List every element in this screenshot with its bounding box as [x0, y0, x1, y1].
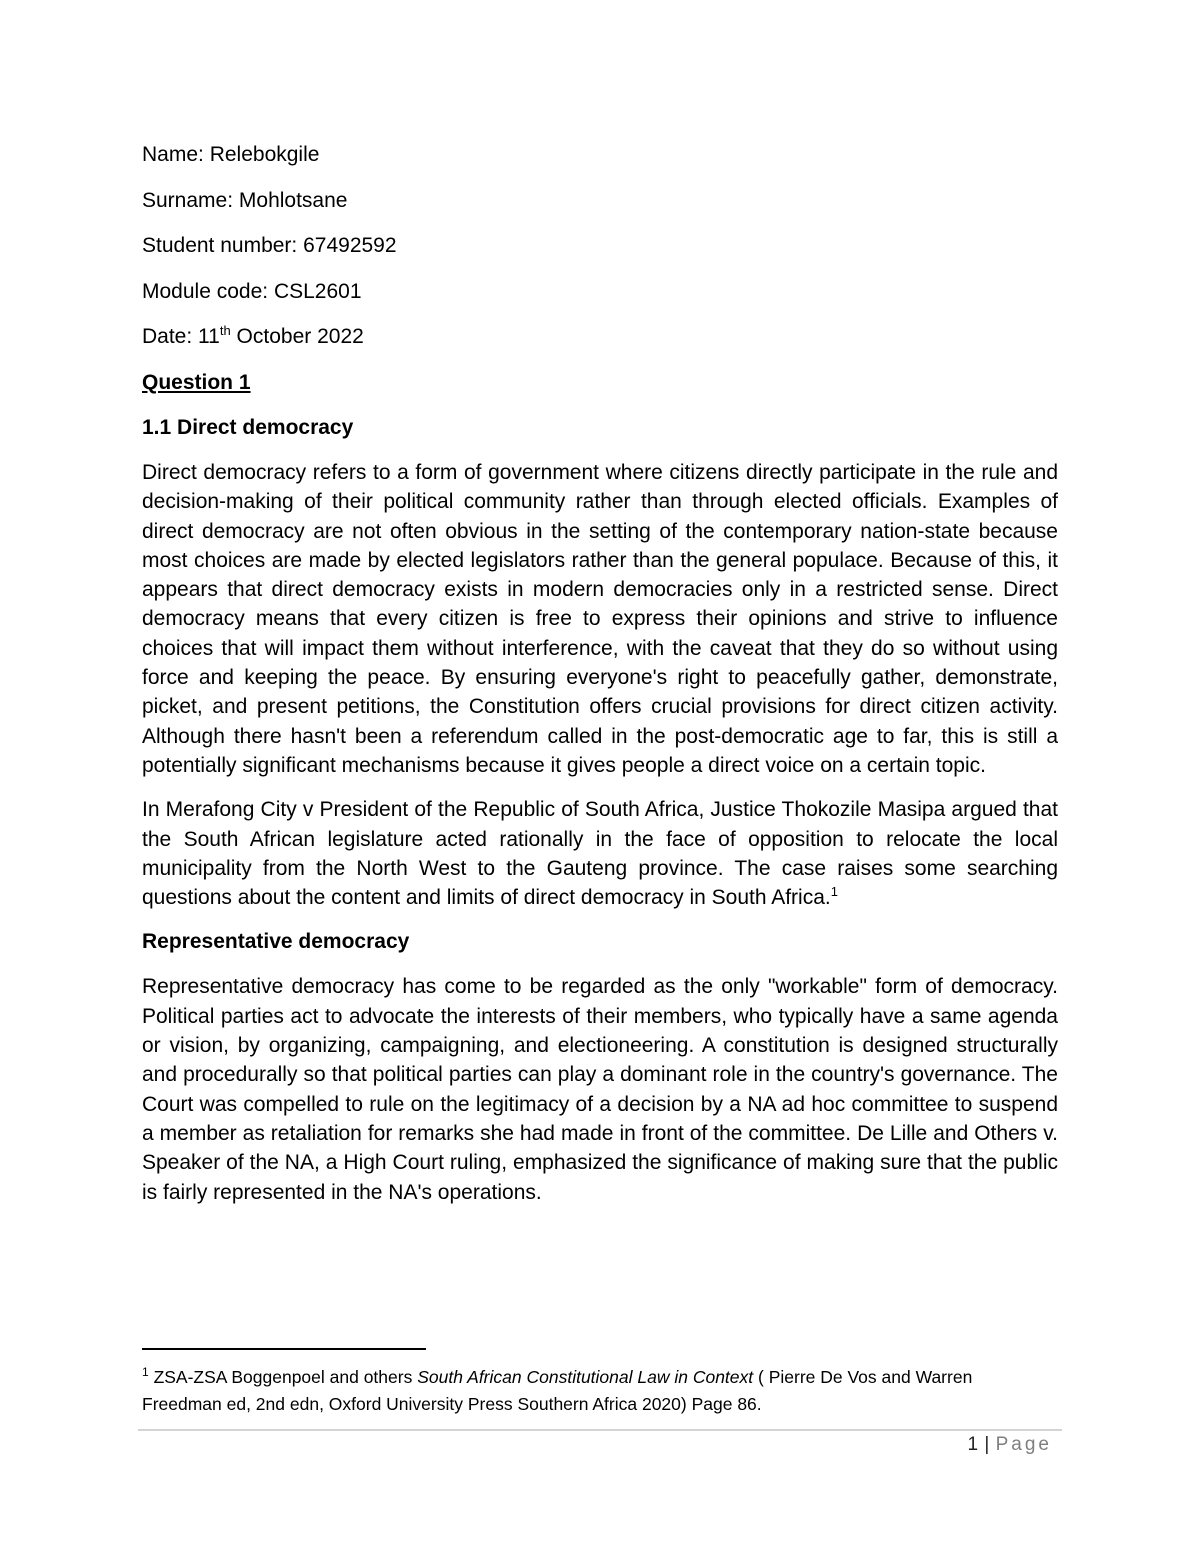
paragraph-merafong-text: In Merafong City v President of the Republic of South Africa, Justice Thokozile Masipa argued that the South African legislature acted rationally in the face of opposition to relocate the local municipality from the North West to the Gauteng province. The case raises some searching questions about the content and limits of direct democracy in South Africa.	[142, 798, 1058, 910]
footnote-marker: 1	[142, 1365, 149, 1380]
date-rest: October 2022	[236, 325, 364, 348]
module-code-line	[142, 277, 1058, 307]
page-separator: |	[984, 1434, 990, 1455]
footnote-book-title: South African Constitutional Law in Context	[417, 1367, 754, 1387]
question-title: Question 1	[142, 370, 251, 394]
surname-label: Surname:	[142, 188, 234, 212]
footnote-separator	[142, 1348, 426, 1350]
section-heading-representative-democracy: Representative democracy	[142, 930, 410, 954]
name-label: Name:	[142, 143, 204, 166]
page-number: 1	[967, 1434, 979, 1455]
student-number-label: Student number:	[142, 234, 298, 257]
footnote-text-after: ( Pierre De Vos and Warren Freedman ed, 2nd edn, Oxford University Press Southern Africa 2020) Page 86.	[142, 1367, 973, 1414]
footnote-reference[interactable]: 1	[830, 884, 838, 900]
paragraph-representative-democracy: Representative democracy has come to be regarded as the only "workable" form of democracy. Political parties act to advocate the interests of their members, who typically have a same agenda or vision, by organizing, campaigning, and electioneering. A constitution is designed structurally and procedurally so that political parties can play a dominant role in the country's governance. The Court was compelled to rule on the legitimacy of a decision by a NA ad hoc committee to suspend a member as retaliation for remarks she had made in front of the committee. De Lille and Others v. Speaker of the NA, a High Court ruling, emphasized the significance of making sure that the public is fairly represented in the NA's operations.	[142, 975, 1058, 1204]
page-word: Page	[995, 1434, 1052, 1455]
paragraph-merafong	[142, 795, 1058, 912]
name-line	[142, 140, 1058, 170]
student-number-line	[142, 231, 1058, 261]
footer-divider	[138, 1429, 1062, 1431]
module-code-label: Module code:	[142, 279, 269, 303]
footnote-text-before: ZSA-ZSA Boggenpoel and others	[153, 1367, 418, 1387]
name-value: Relebokgile	[209, 143, 320, 166]
surname-line	[142, 186, 1058, 216]
page-footer	[968, 1432, 1052, 1458]
date-line	[142, 322, 1058, 352]
module-code-value: CSL2601	[273, 279, 362, 303]
date-label: Date:	[142, 325, 193, 348]
student-number-value: 67492592	[303, 234, 397, 257]
surname-value: Mohlotsane	[238, 188, 348, 212]
section-heading-direct-democracy: 1.1 Direct democracy	[142, 416, 354, 439]
paragraph-direct-democracy: Direct democracy refers to a form of government where citizens directly participate in the rule and decision-making of their political community rather than through elected officials. Examples of direct democracy are not often obvious in the setting of the contemporary nation-state because most choices are made by elected legislators rather than the general populace. Because of this, it appears that direct democracy exists in modern democracies only in a restricted sense. Direct democracy means that every citizen is free to express their opinions and strive to influence choices that will impact them without interference, with the caveat that they do so without using force and keeping the peace. By ensuring everyone's right to peacefully gather, demonstrate, picket, and present petitions, the Constitution offers crucial provisions for direct citizen activity. Although there hasn't been a referendum called in the post-democratic age to far, this is still a potentially significant mechanisms because it gives people a direct voice on a certain topic.	[142, 461, 1058, 777]
date-day: 11	[198, 325, 220, 348]
date-suffix: th	[219, 323, 231, 338]
footnote	[142, 1364, 1042, 1418]
document-body	[142, 140, 1058, 1222]
